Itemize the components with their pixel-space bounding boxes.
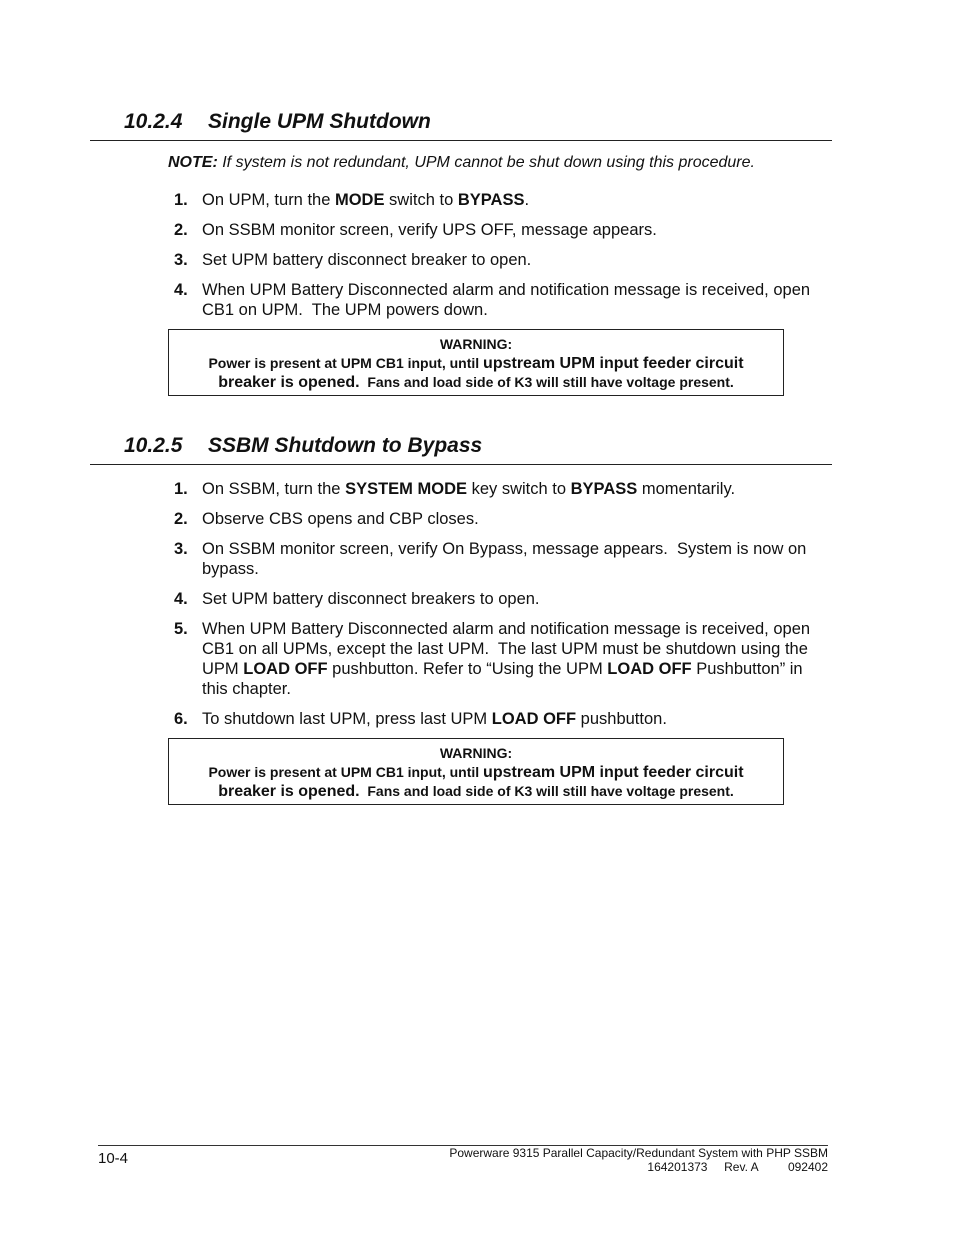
step-number: 3.	[174, 251, 188, 269]
step-number: 2.	[174, 221, 188, 239]
warning-line1-a: Power is present at UPM CB1 input, until	[208, 764, 484, 780]
warning-line2-a: breaker is opened.	[218, 783, 360, 800]
step-text: Observe CBS opens and CBP closes.	[202, 510, 479, 528]
step-text: To shutdown last UPM, press last UPM LOAD OFF pushbutton.	[202, 710, 667, 728]
page-number: 10-4	[98, 1150, 129, 1167]
warning-box	[168, 329, 784, 396]
note-text: If system is not redundant, UPM cannot be shut down using this procedure.	[217, 154, 755, 171]
warning-title: WARNING:	[439, 745, 513, 761]
step-text: On SSBM monitor screen, verify On Bypass, message appears. System is now on bypass.	[202, 540, 807, 578]
list-item	[174, 190, 814, 210]
step-number: 3.	[174, 540, 188, 558]
step-number: 4.	[174, 281, 188, 299]
step-text: When UPM Battery Disconnected alarm and notification message is received, open CB1 on UPM. The UPM powers down.	[202, 281, 811, 319]
section-heading-ssbm-shutdown-to-bypass	[90, 434, 832, 465]
note-label: NOTE:	[168, 154, 218, 171]
list-item	[174, 709, 814, 729]
step-text: Set UPM battery disconnect breaker to open.	[202, 251, 532, 269]
steps-list-1	[174, 190, 814, 320]
list-item	[174, 619, 814, 699]
warning-line2-a: breaker is opened.	[218, 374, 360, 391]
step-text: On SSBM, turn the SYSTEM MODE key switch to BYPASS momentarily.	[202, 480, 736, 498]
footer-doc-title: Powerware 9315 Parallel Capacity/Redundant System with PHP SSBM	[449, 1146, 828, 1160]
step-number: 1.	[174, 191, 188, 209]
section-title: Single UPM Shutdown	[208, 110, 431, 133]
list-item	[174, 479, 814, 499]
steps-list-2	[174, 479, 814, 729]
step-text: On UPM, turn the MODE switch to BYPASS.	[202, 191, 530, 209]
list-item	[174, 509, 814, 529]
footer-doc-info	[449, 1146, 828, 1174]
warning-line1-b: upstream UPM input feeder circuit	[483, 764, 744, 781]
section-number: 10.2.4	[124, 110, 183, 133]
step-number: 5.	[174, 620, 188, 638]
step-text: When UPM Battery Disconnected alarm and notification message is received, open CB1 on all UPMs, except the last UPM. The last UPM must be shutdown using the UPM LOAD OFF pushbutton. Refer to “Using the UPM LOAD OFF Pushbutton” in this chapter.	[202, 620, 811, 698]
warning-line2-b: Fans and load side of K3 will still have voltage present.	[367, 783, 734, 799]
section-title: SSBM Shutdown to Bypass	[208, 434, 483, 457]
warning-line2-b: Fans and load side of K3 will still have voltage present.	[367, 374, 734, 390]
warning-title: WARNING:	[439, 336, 513, 352]
step-number: 4.	[174, 590, 188, 608]
note	[168, 154, 828, 172]
step-text: Set UPM battery disconnect breakers to open.	[202, 590, 540, 608]
step-number: 6.	[174, 710, 188, 728]
list-item	[174, 589, 814, 609]
list-item	[174, 280, 814, 320]
warning-line1-a: Power is present at UPM CB1 input, until	[208, 355, 484, 371]
list-item	[174, 250, 814, 270]
section-number: 10.2.5	[124, 434, 183, 457]
list-item	[174, 539, 814, 579]
step-number: 2.	[174, 510, 188, 528]
step-number: 1.	[174, 480, 188, 498]
step-text: On SSBM monitor screen, verify UPS OFF, message appears.	[202, 221, 657, 239]
footer-doc-number: 164201373 Rev. A 092402	[647, 1160, 828, 1174]
warning-box	[168, 738, 784, 805]
list-item	[174, 220, 814, 240]
warning-line1-b: upstream UPM input feeder circuit	[483, 355, 744, 372]
section-heading-single-upm-shutdown	[90, 110, 832, 141]
